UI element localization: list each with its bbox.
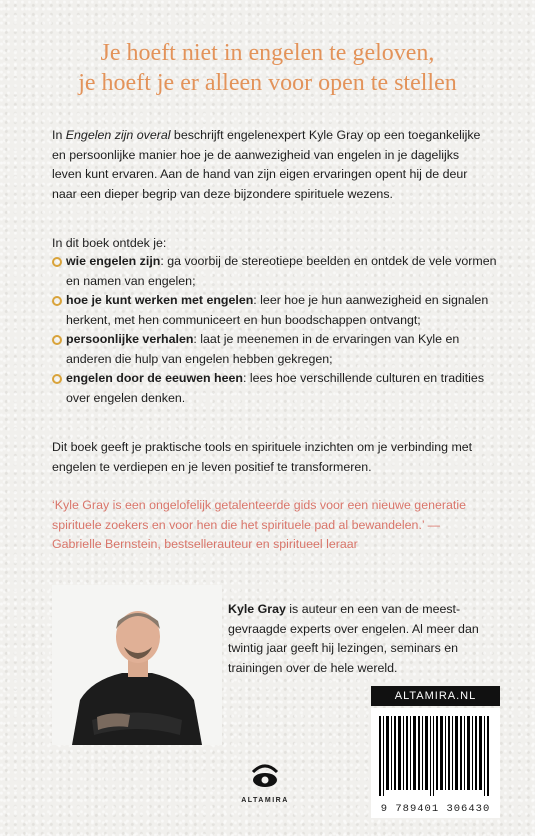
author-bio [228, 600, 498, 678]
publisher-name: ALTAMIRA [241, 797, 289, 804]
author-name: Kyle Gray [228, 602, 286, 616]
isbn-number: 9 789401 306430 [380, 803, 491, 815]
list-item-title: hoe je kunt werken met engelen [66, 293, 254, 307]
p1-rest: beschrijft engelenexpert Kyle Gray op een toegankelijke en persoonlijke manier hoe je de aanwezigheid van engelen in je dagelijks leven kunt ervaren. Aan de hand van zijn eigen ervaringen opent hij de deur naar een dieper begrip van deze bijzondere spirituele wezens. [52, 128, 481, 201]
author-portrait-image [52, 585, 222, 745]
list-item-text: : lees hoe verschillende culturen en tradities over engelen denken. [66, 371, 485, 405]
list-item-title: wie engelen zijn [66, 254, 161, 268]
bullet-icon [52, 374, 62, 384]
author-bio-text: is auteur en een van de meestgevraagde experts over engelen. Al meer dan twintig jaar geeft hij lezingen, seminars en trainingen over de hele wereld. [228, 602, 479, 675]
p1-prefix: In [52, 128, 66, 142]
bullet-icon [52, 296, 62, 306]
list-intro: In dit boek ontdek je: [52, 236, 167, 250]
headline [0, 38, 535, 98]
bullet-icon [52, 257, 62, 267]
list-item-title: persoonlijke verhalen [66, 332, 194, 346]
list-item-text: : ga voorbij de stereotiepe beelden en ontdek de vele vormen en namen van engelen; [66, 254, 497, 288]
barcode-icon [371, 712, 500, 802]
closing-paragraph: Dit boek geeft je praktische tools en spirituele inzichten om je verbinding met engelen te verdiepen en je leven positief te transformeren. [52, 440, 473, 474]
list-item-text: : laat je meenemen in de ervaringen van Kyle en anderen die hulp van engelen hebben gekregen; [66, 332, 460, 366]
list-item [52, 369, 500, 408]
feature-list [52, 252, 500, 408]
list-item [52, 252, 500, 291]
isbn-barcode [371, 708, 500, 818]
list-item [52, 291, 500, 330]
list-item [52, 330, 500, 369]
headline-line-2: je hoeft je er alleen voor open te stellen [78, 70, 457, 96]
altamira-logo-icon [247, 758, 283, 794]
publisher-website: ALTAMIRA.NL [371, 686, 500, 706]
bullet-icon [52, 335, 62, 345]
quote-text: ‘Kyle Gray is een ongelofelijk getalenteerde gids voor een nieuwe generatie spirituele zoekers en voor hen die het spirituele pad al bewandelen.’ — [52, 498, 466, 532]
list-item-title: engelen door de eeuwen heen [66, 371, 243, 385]
book-title: Engelen zijn overal [65, 128, 171, 142]
description-paragraph [52, 126, 492, 204]
headline-line-1: Je hoeft niet in engelen te geloven, [100, 40, 435, 66]
list-item-text: : leer hoe je hun aanwezigheid en signalen herkent, met hen communiceert en hun boodschappen ontvangt; [66, 293, 489, 327]
endorsement-quote [52, 496, 482, 555]
author-photo [52, 585, 222, 745]
quote-attribution: Gabrielle Bernstein, bestsellerauteur en spiritueel leraar [52, 537, 358, 551]
